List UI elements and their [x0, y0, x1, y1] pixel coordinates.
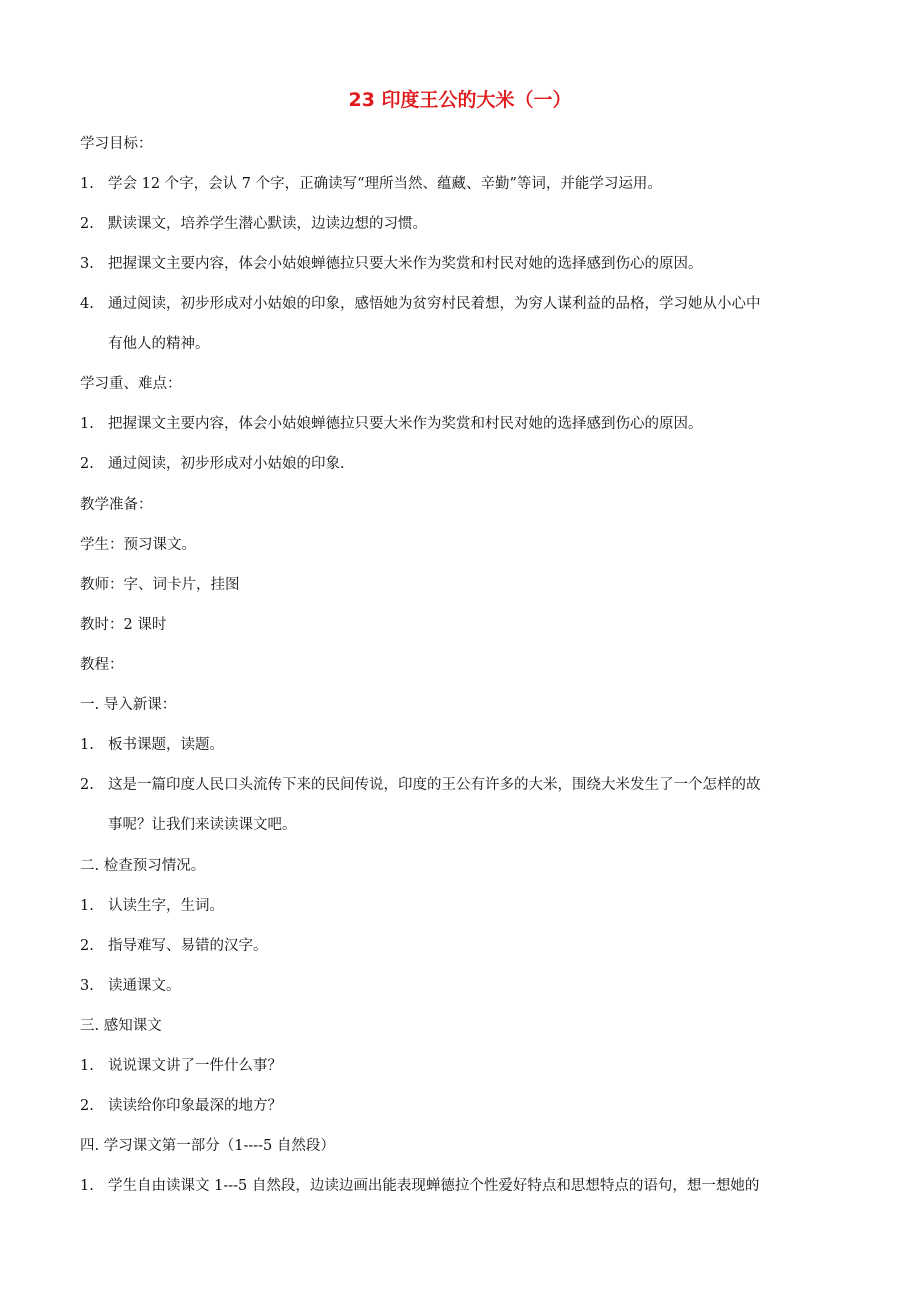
process-heading: 教程：	[80, 657, 124, 673]
section-heading: 四. 学习课文第一部分（1----5 自然段）	[80, 1138, 335, 1154]
keypoints-heading: 学习重、难点：	[80, 376, 182, 392]
goals-heading: 学习目标：	[80, 136, 153, 152]
goal-item-number: 1.	[80, 176, 94, 192]
keypoint-item-text: 把握课文主要内容，体会小姑娘蝉德拉只要大米作为奖赏和村民对她的选择感到伤心的原因。	[108, 416, 703, 432]
goal-item-number: 2.	[80, 216, 94, 232]
section-item-number: 1.	[80, 1178, 94, 1194]
section-item-number: 1.	[80, 1058, 94, 1074]
document-title: 23 印度王公的大米（一）	[348, 89, 572, 111]
prep-teacher: 教师：字、词卡片，挂图	[80, 577, 240, 593]
section-item-text: 读读给你印象最深的地方？	[108, 1098, 282, 1114]
section-item-text: 学生自由读课文 1---5 自然段，边读边画出能表现蝉德拉个性爱好特点和思想特点的语句，想一想她的	[108, 1178, 760, 1194]
section-item-number: 2.	[80, 938, 94, 954]
section-heading: 一. 导入新课：	[80, 697, 177, 713]
goal-item-text: 默读课文，培养学生潜心默读，边读边想的习惯。	[108, 216, 427, 232]
keypoint-item-text: 通过阅读，初步形成对小姑娘的印象.	[108, 456, 345, 472]
goal-item-text: 把握课文主要内容，体会小姑娘蝉德拉只要大米作为奖赏和村民对她的选择感到伤心的原因。	[108, 256, 703, 272]
goal-item-text: 学会 12 个字，会认 7 个字，正确读写“理所当然、蕴藏、辛勤”等词，并能学习运用。	[108, 176, 662, 192]
prep-student: 学生：预习课文。	[80, 537, 196, 553]
section-item-text: 板书课题，读题。	[108, 737, 224, 753]
section-item-text: 指导难写、易错的汉字。	[108, 938, 268, 954]
goal-item-number: 4.	[80, 296, 94, 312]
section-heading: 二. 检查预习情况。	[80, 858, 206, 874]
section-item-text: 读通课文。	[108, 978, 181, 994]
goal-item-4-continuation: 有他人的精神。	[108, 336, 210, 352]
section-heading: 三. 感知课文	[80, 1018, 162, 1034]
section-item-text: 认读生字，生词。	[108, 898, 224, 914]
class-periods: 教时：2 课时	[80, 617, 167, 633]
section-item-number: 3.	[80, 978, 94, 994]
goal-item-text: 通过阅读，初步形成对小姑娘的印象，感悟她为贫穷村民着想，为穷人谋利益的品格，学习她从小心中	[108, 296, 761, 312]
prep-heading: 教学准备：	[80, 497, 153, 513]
section-item-number: 2.	[80, 1098, 94, 1114]
section-item-text: 说说课文讲了一件什么事？	[108, 1058, 282, 1074]
section-1-item-2-continuation: 事呢？让我们来读读课文吧。	[108, 817, 297, 833]
section-item-number: 1.	[80, 898, 94, 914]
section-item-number: 2.	[80, 777, 94, 793]
keypoint-item-number: 1.	[80, 416, 94, 432]
section-item-text: 这是一篇印度人民口头流传下来的民间传说，印度的王公有许多的大米，围绕大米发生了一个怎样的故	[108, 777, 761, 793]
goal-item-number: 3.	[80, 256, 94, 272]
section-item-number: 1.	[80, 737, 94, 753]
keypoint-item-number: 2.	[80, 456, 94, 472]
